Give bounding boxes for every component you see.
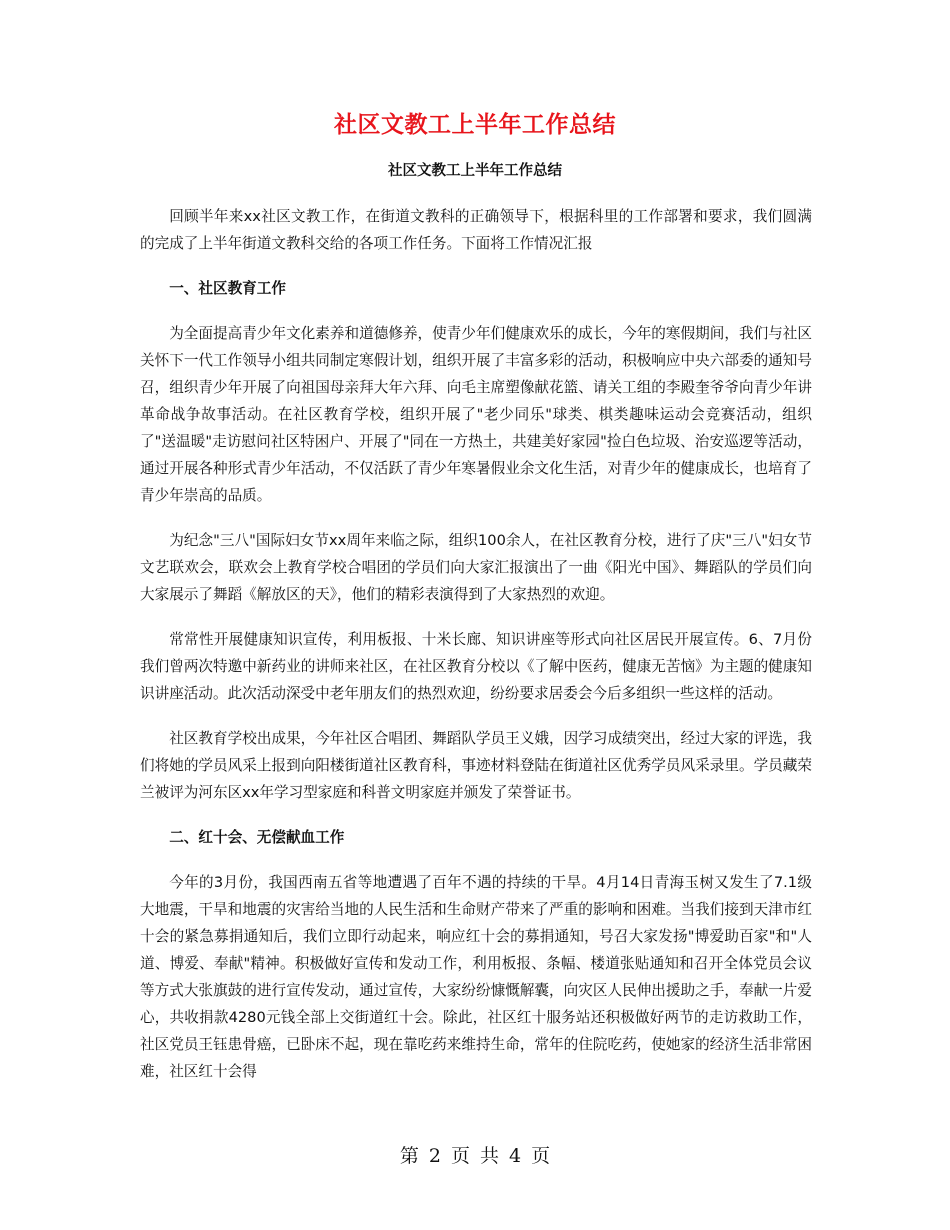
section-red-cross-paragraph: 今年的3月份，我国西南五省等地遭遇了百年不遇的持续的干旱。4月14日青海玉树又发生了7.1级大地震，干旱和地震的灾害给当地的人民生活和生命财产带来了严重的影响和困难。当我们接到天津市红十会的紧急募捐通知后，我们立即行动起来，响应红十会的募捐通知，号召大家发扬"博爱助百家"和"人道、博爱、奉献"精神。积极做好宣传和发动工作，利用板报、条幅、楼道张贴通知和召开全体党员会议等方式大张旗鼓的进行宣传发动，通过宣传，大家纷纷慷慨解囊，向灾区人民伸出援助之手，奉献一片爱心，共收捐款4280元钱全部上交街道红十会。除此，社区红十服务站还积极做好两节的走访救助工作，社区党员王钰患骨癌，已卧床不起，现在靠吃药来维持生命，常年的住院吃药，使她家的经济生活非常困难，社区红十会得 <box>140 874 812 1080</box>
section-heading-red-cross: 二、红十会、无偿献血工作 <box>169 829 345 846</box>
section-heading-education: 一、社区教育工作 <box>169 280 286 297</box>
section-education-paragraph: 为全面提高青少年文化素养和道德修养，使青少年们健康欢乐的成长，今年的寒假期间，我们与社区关怀下一代工作领导小组共同制定寒假计划，组织开展了丰富多彩的活动，积极响应中央六部委的通知号召，组织青少年开展了向祖国母亲拜大年六拜、向毛主席塑像献花篮、请关工组的李殿奎爷爷向青少年讲革命战争故事活动。在社区教育学校，组织开展了"老少同乐"球类、棋类趣味运动会竞赛活动，组织了"送温暖"走访慰问社区特困户、开展了"同在一方热土，共建美好家园"捡白色垃圾、治安巡逻等活动，通过开展各种形式青少年活动，不仅活跃了青少年寒暑假业余文化生活，对青少年的健康成长，也培育了青少年崇高的品质。 <box>140 325 812 504</box>
section-education-paragraph: 为纪念"三八"国际妇女节xx周年来临之际，组织100余人，在社区教育分校，进行了庆"三八"妇女节文艺联欢会，联欢会上教育学校合唱团的学员们向大家汇报演出了一曲《阳光中国》、舞蹈队的学员们向大家展示了舞蹈《解放区的天》，他们的精彩表演得到了大家热烈的欢迎。 <box>140 532 812 603</box>
section-education-paragraph: 社区教育学校出成果，今年社区合唱团、舞蹈队学员王义娥，因学习成绩突出，经过大家的评选，我们将她的学员风采上报到向阳楼街道社区教育科，事迹材料登陆在街道社区优秀学员风采录里。学员藏荣兰被评为河东区xx年学习型家庭和科普文明家庭并颁发了荣誉证书。 <box>140 730 812 801</box>
document-subtitle: 社区文教工上半年工作总结 <box>388 163 562 179</box>
document-body <box>140 203 812 1103</box>
intro-paragraph: 回顾半年来xx社区文教工作，在街道文教科的正确领导下，根据科里的工作部署和要求，我们圆满的完成了上半年街道文教科交给的各项工作任务。下面将工作情况汇报 <box>140 208 812 252</box>
page-number-footer: 第 2 页 共 4 页 <box>399 1145 551 1167</box>
section-education-paragraph: 常常性开展健康知识宣传，利用板报、十米长廊、知识讲座等形式向社区居民开展宣传。6、7月份我们曾两次特邀中新药业的讲师来社区，在社区教育分校以《了解中医药，健康无苦恼》为主题的健康知识讲座活动。此次活动深受中老年朋友们的热烈欢迎，纷纷要求居委会今后多组织一些这样的活动。 <box>140 631 812 702</box>
document-title: 社区文教工上半年工作总结 <box>334 112 616 138</box>
